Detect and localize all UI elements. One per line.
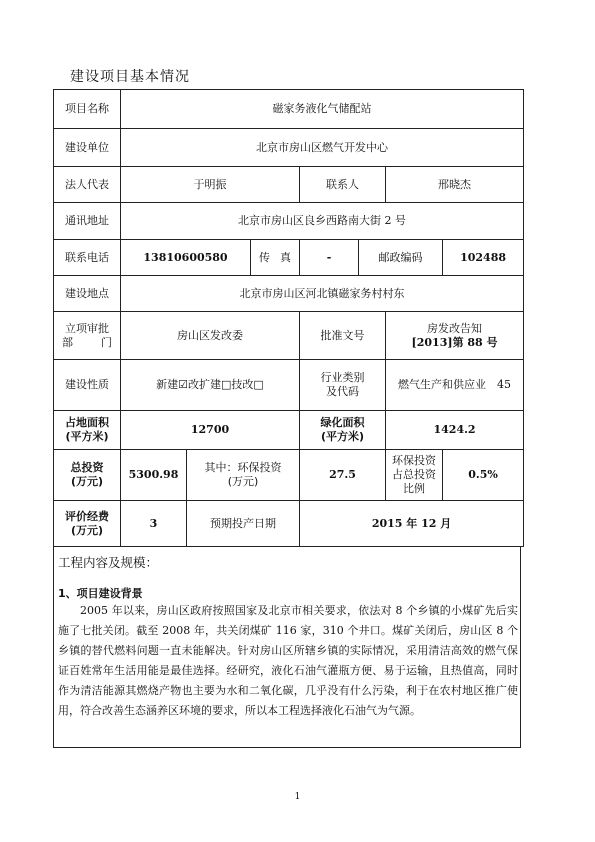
row-investment: [54, 450, 524, 501]
label-area: 占地面积 (平方米): [54, 411, 121, 450]
sub-title: 1、项目建设背景: [58, 587, 143, 600]
label-eval-fee: 评价经费 (万元): [54, 501, 121, 547]
label-project-name: 项目名称: [54, 90, 121, 129]
value-site: 北京市房山区河北镇磁家务村村东: [121, 276, 524, 312]
label-address: 通讯地址: [54, 203, 121, 240]
value-green-area: 1424.2: [386, 411, 524, 450]
row-address: [54, 203, 524, 240]
label-approval-dept: 立项审批 部 门: [54, 312, 121, 360]
label-investment: 总投资 (万元): [54, 450, 121, 501]
value-builder: 北京市房山区燃气开发中心: [121, 129, 524, 167]
label-phone: 联系电话: [54, 240, 121, 276]
value-legal-rep: 于明振: [121, 167, 300, 203]
label-contact: 联系人: [300, 167, 386, 203]
value-eval-fee: 3: [121, 501, 187, 547]
value-project-name: 磁家务液化气储配站: [121, 90, 524, 129]
label-builder: 建设单位: [54, 129, 121, 167]
value-nature: 新建☑改扩建□技改□: [121, 360, 300, 411]
row-nature: [54, 360, 524, 411]
value-postcode: 102488: [443, 240, 524, 276]
label-env-ratio: 环保投资 占总投资 比例: [386, 450, 443, 501]
project-info-table: [53, 89, 524, 547]
row-phone: [54, 240, 524, 276]
value-contact: 邢晓杰: [386, 167, 524, 203]
value-investment: 5300.98: [121, 450, 187, 501]
document-title: 建设项目基本情况: [70, 69, 190, 85]
label-fax: 传 真: [251, 240, 300, 276]
value-fax: -: [300, 240, 359, 276]
label-site: 建设地点: [54, 276, 121, 312]
value-approval-dept: 房山区发改委: [121, 312, 300, 360]
label-postcode: 邮政编码: [359, 240, 443, 276]
value-env-ratio: 0.5%: [443, 450, 524, 501]
row-eval-fee: [54, 501, 524, 547]
value-area: 12700: [121, 411, 300, 450]
value-industry: 燃气生产和供应业 45: [386, 360, 524, 411]
section-title: 工程内容及规模：: [58, 555, 159, 570]
row-approval: [54, 312, 524, 360]
label-industry: 行业类别 及代码: [300, 360, 386, 411]
label-nature: 建设性质: [54, 360, 121, 411]
row-site: [54, 276, 524, 312]
row-builder: [54, 129, 524, 167]
page-number: 1: [294, 792, 301, 802]
value-address: 北京市房山区良乡西路南大街 2 号: [121, 203, 524, 240]
value-phone: 13810600580: [121, 240, 251, 276]
value-approval-no: 房发改告知 [2013]第 88 号: [386, 312, 524, 360]
value-production-date: 2015 年 12 月: [300, 501, 524, 547]
label-env-investment: 其中：环保投资 (万元): [187, 450, 300, 501]
project-content-section: [53, 547, 521, 748]
label-approval-no: 批准文号: [300, 312, 386, 360]
value-env-investment: 27.5: [300, 450, 386, 501]
label-production-date: 预期投产日期: [187, 501, 300, 547]
background-paragraph: 2005 年以来，房山区政府按照国家及北京市相关要求，依法对 8 个乡镇的小煤矿先后实施了七批关闭。截至 2008 年，共关闭煤矿 116 家，310 个井口。煤矿关闭后，房山区 8 个乡镇的替代燃料问题一直未能解决。针对房山区所辖乡镇的实际情况，采用清洁高效的燃气保证百姓常年生活用能是最佳选择。经研究，液化石油气灌瓶方便、易于运输，且热值高，同时作为清洁能源其燃烧产物也主要为水和二氧化碳，几乎没有什么污染，利于在农村地区推广使用，符合改善生态涵养区环境的要求，所以本工程选择液化石油气为气源。: [58, 604, 518, 717]
row-area: [54, 411, 524, 450]
row-legal-rep: [54, 167, 524, 203]
row-project-name: [54, 90, 524, 129]
label-legal-rep: 法人代表: [54, 167, 121, 203]
label-green-area: 绿化面积 (平方米): [300, 411, 386, 450]
